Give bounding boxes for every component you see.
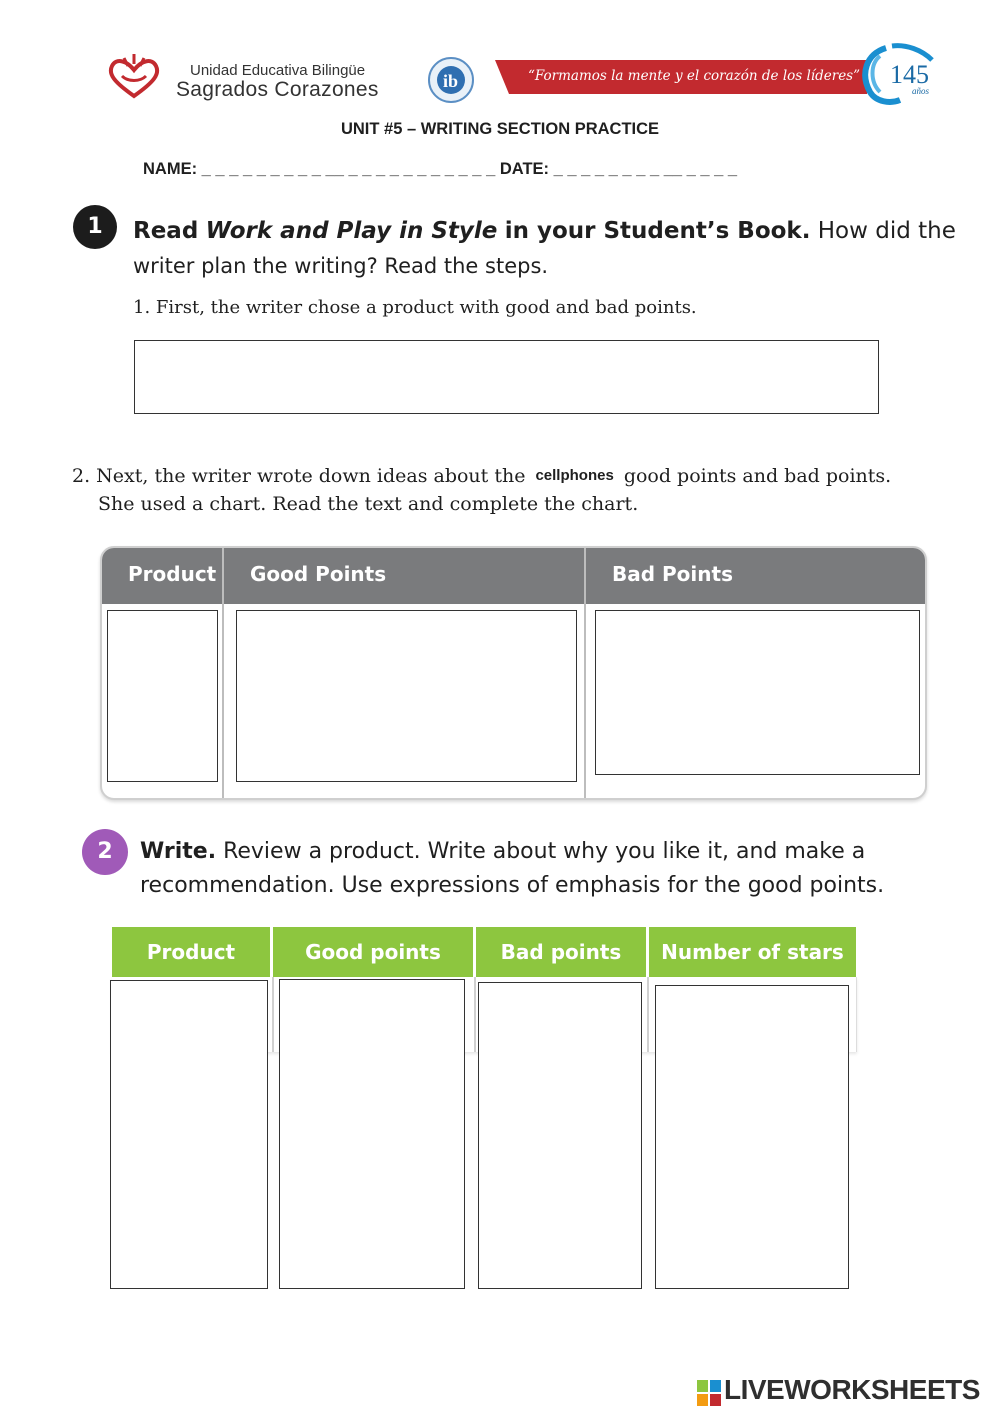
chart-2-header-bad-points: Bad points bbox=[476, 927, 646, 977]
step-2-fill-answer[interactable]: cellphones bbox=[535, 467, 614, 484]
liveworksheets-icon bbox=[697, 1380, 721, 1406]
page-title: UNIT #5 – WRITING SECTION PRACTICE bbox=[340, 120, 660, 138]
name-date-line bbox=[143, 160, 737, 179]
chart-2-divider bbox=[272, 977, 274, 1052]
chart-1 bbox=[100, 546, 927, 800]
chart-1-header-good-points: Good Points bbox=[250, 562, 387, 586]
step-2-text-line2: She used a chart. Read the text and complete the chart. bbox=[98, 493, 639, 515]
chart-2-bad-points-box[interactable] bbox=[478, 982, 642, 1289]
chart-2-product-box[interactable] bbox=[110, 980, 268, 1289]
step-2-text bbox=[72, 465, 891, 487]
name-label: NAME: bbox=[143, 160, 198, 178]
chart-2-divider bbox=[647, 977, 649, 1052]
chart-1-header-product: Product bbox=[128, 562, 217, 586]
chart-2-header bbox=[112, 927, 856, 977]
chart-1-divider bbox=[222, 548, 224, 798]
chart-1-header bbox=[102, 548, 925, 604]
step-2-part2: good points and bad points. bbox=[623, 465, 892, 487]
liveworksheets-brand: LIVEWORKSHEETS bbox=[724, 1374, 980, 1405]
ib-logo bbox=[420, 55, 482, 105]
svg-text:ib: ib bbox=[443, 71, 459, 91]
school-name-line2: Sagrados Corazones bbox=[176, 78, 379, 101]
chart-1-header-bad-points: Bad Points bbox=[612, 562, 733, 586]
date-blank[interactable]: _ _ _ _ _ _ _ _ __ _ _ _ _ bbox=[553, 160, 738, 178]
step-1-text: 1. First, the writer chose a product with good and bad points. bbox=[133, 297, 697, 318]
chart-1-product-box[interactable] bbox=[107, 610, 218, 782]
chart-2-header-number-of-stars: Number of stars bbox=[649, 927, 856, 977]
anniversary-number: 145 bbox=[890, 60, 929, 89]
section-2-badge: 2 bbox=[82, 829, 128, 875]
instruction-write: Write. bbox=[140, 839, 217, 864]
section-1-instruction bbox=[133, 218, 956, 244]
school-motto: “Formamos la mente y el corazón de los líderes” bbox=[528, 68, 861, 84]
chart-1-divider bbox=[584, 548, 586, 798]
chart-2-header-product: Product bbox=[112, 927, 270, 977]
step-2-part1: 2. Next, the writer wrote down ideas about the bbox=[72, 465, 526, 487]
chart-2-header-good-points: Good points bbox=[273, 927, 473, 977]
instruction-book-title: Work and Play in Style bbox=[205, 218, 498, 244]
instruction-rest: Review a product. Write about why you like it, and make a bbox=[223, 839, 866, 864]
school-logo bbox=[104, 52, 164, 102]
anniversary-sub: años bbox=[912, 86, 930, 96]
instruction-rest: How did the bbox=[817, 218, 956, 244]
instruction-book-ref: in your Student’s Book. bbox=[504, 218, 811, 244]
section-1-badge: 1 bbox=[73, 205, 117, 249]
chart-1-bad-points-box[interactable] bbox=[595, 610, 920, 775]
instruction-read: Read bbox=[133, 218, 199, 244]
section-1-instruction-line2: writer plan the writing? Read the steps. bbox=[133, 254, 549, 278]
name-blank[interactable]: _ _ _ _ _ _ _ _ _ __ _ _ _ _ _ _ _ _ _ _ _ bbox=[201, 160, 496, 178]
date-label: DATE: bbox=[499, 160, 550, 178]
step-1-answer-box[interactable] bbox=[134, 340, 879, 414]
chart-1-good-points-box[interactable] bbox=[236, 610, 577, 782]
section-2-instruction-line2: recommendation. Use expressions of emphasis for the good points. bbox=[140, 873, 885, 898]
school-name-line1: Unidad Educativa Bilingüe bbox=[190, 62, 366, 79]
chart-2-number-of-stars-box[interactable] bbox=[655, 985, 849, 1289]
chart-2-divider bbox=[474, 977, 476, 1052]
chart-2-good-points-box[interactable] bbox=[279, 979, 465, 1289]
section-2-instruction bbox=[140, 839, 865, 864]
